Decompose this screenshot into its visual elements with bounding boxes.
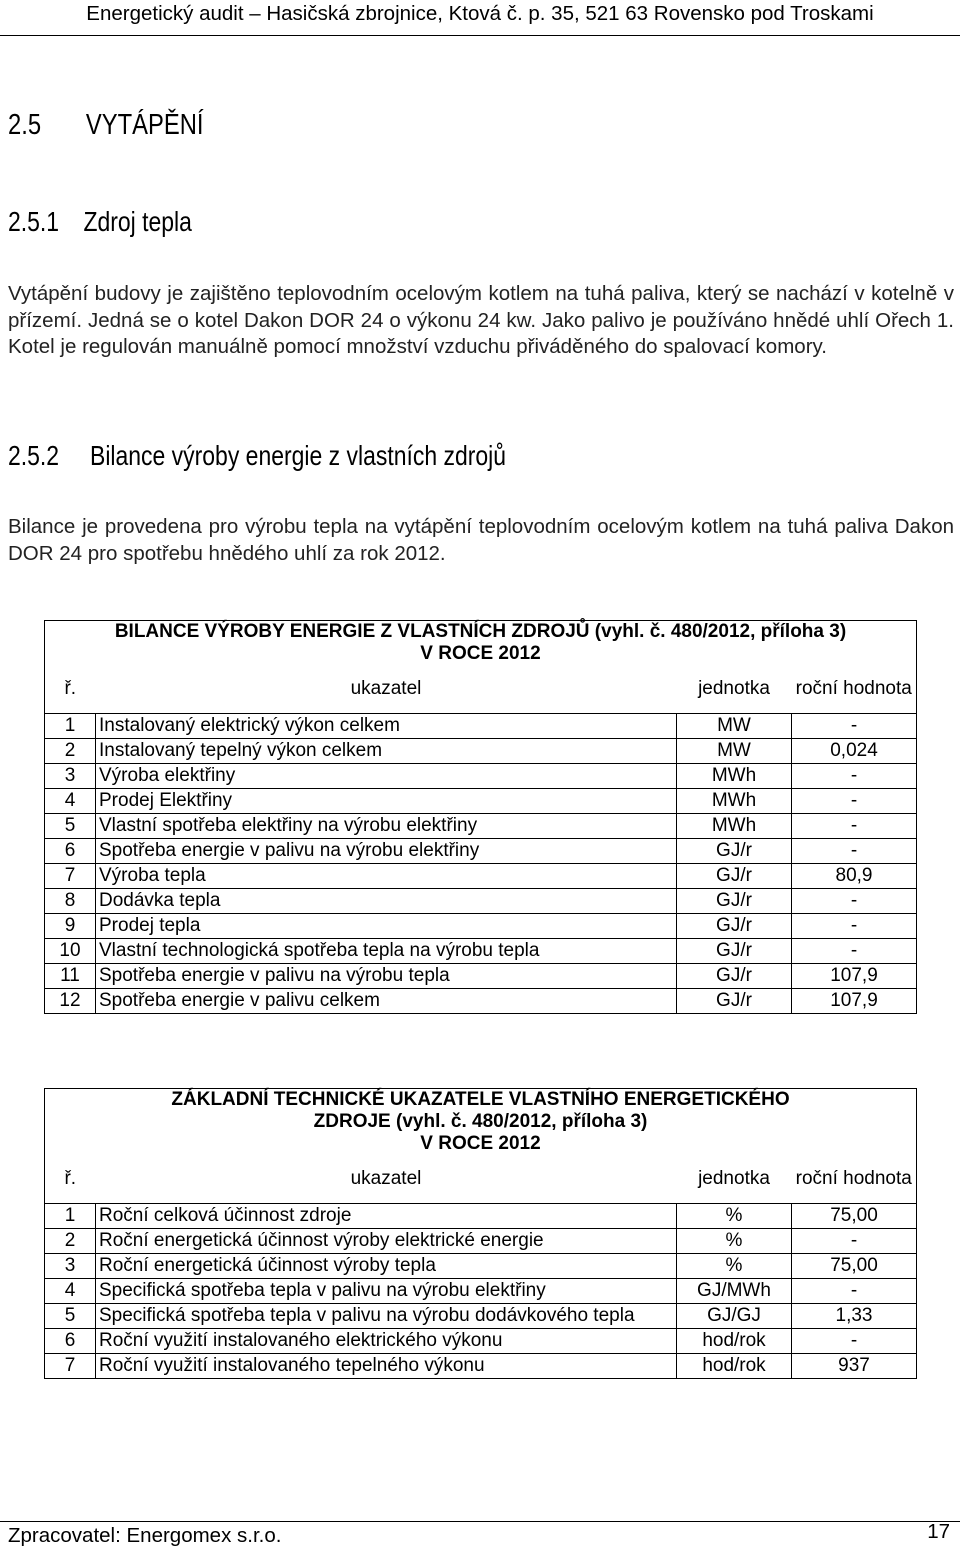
table-row — [45, 1229, 917, 1254]
table-row — [45, 739, 917, 764]
row-indicator: Specifická spotřeba tepla v palivu na výrobu dodávkového tepla — [96, 1304, 677, 1329]
header-unit: jednotka — [698, 1168, 770, 1189]
page-header: Energetický audit – Hasičská zbrojnice, Ktová č. p. 35, 521 63 Rovensko pod Troskami — [86, 2, 874, 25]
row-value: 80,9 — [792, 864, 917, 889]
row-indicator: Spotřeba energie v palivu na výrobu tepla — [96, 964, 677, 989]
header-value: roční hodnota — [792, 665, 917, 714]
row-unit: MW — [677, 714, 792, 739]
row-value: - — [792, 839, 917, 864]
table-header-row — [45, 665, 917, 714]
section-number: 2.5.2 — [8, 440, 60, 471]
row-value: - — [792, 814, 917, 839]
table-row — [45, 1304, 917, 1329]
table-row — [45, 914, 917, 939]
table-row — [45, 964, 917, 989]
header-value: roční hodnota — [792, 1155, 917, 1204]
row-indicator: Roční využití instalovaného tepelného výkonu — [96, 1354, 677, 1379]
row-number: 2 — [45, 739, 96, 764]
row-value: - — [792, 914, 917, 939]
row-value: - — [792, 1279, 917, 1304]
row-indicator: Spotřeba energie v palivu na výrobu elektřiny — [96, 839, 677, 864]
row-indicator: Roční energetická účinnost výroby elektrické energie — [96, 1229, 677, 1254]
row-indicator: Dodávka tepla — [96, 889, 677, 914]
row-indicator: Roční využití instalovaného elektrického výkonu — [96, 1329, 677, 1354]
table-row — [45, 714, 917, 739]
row-unit: GJ/r — [677, 939, 792, 964]
row-unit: GJ/GJ — [677, 1304, 792, 1329]
header-indicator: ukazatel — [350, 1168, 422, 1189]
table-row — [45, 764, 917, 789]
row-value: 75,00 — [792, 1204, 917, 1229]
row-unit: GJ/r — [677, 864, 792, 889]
table-row — [45, 1204, 917, 1229]
table-year: V ROCE 2012 — [45, 643, 917, 665]
row-unit: GJ/r — [677, 889, 792, 914]
row-unit: % — [677, 1229, 792, 1254]
table-row — [45, 789, 917, 814]
section-heading-2-5-2 — [8, 440, 506, 472]
row-unit: GJ/MWh — [677, 1279, 792, 1304]
row-value: - — [792, 764, 917, 789]
table-row — [45, 1354, 917, 1379]
table-row — [45, 989, 917, 1014]
section-number: 2.5.1 — [8, 206, 60, 237]
section-title: VYTÁPĚNÍ — [85, 109, 204, 141]
row-value: 0,024 — [792, 739, 917, 764]
row-number: 8 — [45, 889, 96, 914]
row-number: 6 — [45, 839, 96, 864]
row-value: 1,33 — [792, 1304, 917, 1329]
row-indicator: Specifická spotřeba tepla v palivu na výrobu elektřiny — [96, 1279, 677, 1304]
table-title-line-2: ZDROJE (vyhl. č. 480/2012, příloha 3) — [45, 1111, 917, 1133]
header-unit: jednotka — [698, 678, 770, 699]
row-unit: GJ/r — [677, 914, 792, 939]
row-number: 12 — [45, 989, 96, 1014]
energy-production-balance-table — [44, 620, 917, 1014]
row-indicator: Roční celková účinnost zdroje — [96, 1204, 677, 1229]
row-value: - — [792, 1229, 917, 1254]
row-number: 1 — [45, 714, 96, 739]
row-number: 3 — [45, 764, 96, 789]
row-unit: % — [677, 1254, 792, 1279]
row-unit: MWh — [677, 814, 792, 839]
row-number: 6 — [45, 1329, 96, 1354]
row-indicator: Prodej tepla — [96, 914, 677, 939]
row-number: 5 — [45, 814, 96, 839]
table-row — [45, 839, 917, 864]
row-number: 3 — [45, 1254, 96, 1279]
table-title-line-1: ZÁKLADNÍ TECHNICKÉ UKAZATELE VLASTNÍHO ENERGETICKÉHO — [45, 1089, 917, 1112]
row-number: 1 — [45, 1204, 96, 1229]
technical-indicators-table — [44, 1088, 917, 1379]
table-row — [45, 889, 917, 914]
section-number: 2.5 — [8, 109, 42, 141]
row-number: 7 — [45, 864, 96, 889]
row-indicator: Výroba elektřiny — [96, 764, 677, 789]
row-number: 4 — [45, 789, 96, 814]
row-indicator: Výroba tepla — [96, 864, 677, 889]
table-header-row — [45, 1155, 917, 1204]
row-number: 11 — [45, 964, 96, 989]
row-unit: % — [677, 1204, 792, 1229]
header-indicator: ukazatel — [350, 678, 422, 699]
table-row — [45, 814, 917, 839]
section-title: Bilance výroby energie z vlastních zdrojů — [90, 440, 507, 471]
row-unit: MW — [677, 739, 792, 764]
row-indicator: Vlastní technologická spotřeba tepla na výrobu tepla — [96, 939, 677, 964]
table-year: V ROCE 2012 — [45, 1133, 917, 1155]
row-unit: GJ/r — [677, 964, 792, 989]
heat-source-paragraph: Vytápění budovy je zajištěno teplovodním ocelovým kotlem na tuhá paliva, který se nachází v kotelně v přízemí. Jedná se o kotel Dakon DOR 24 o výkonu 24 kw. Jako palivo je používáno hnědé uhlí Ořech 1. Kotel je regulován manuálně pomocí množství vzduchu přiváděného do spalovací komory. — [8, 282, 954, 358]
row-number: 7 — [45, 1354, 96, 1379]
row-indicator: Vlastní spotřeba elektřiny na výrobu elektřiny — [96, 814, 677, 839]
row-value: 107,9 — [792, 989, 917, 1014]
row-number: 5 — [45, 1304, 96, 1329]
section-heading-2-5 — [8, 109, 204, 142]
table-row — [45, 864, 917, 889]
row-value: - — [792, 939, 917, 964]
table-row — [45, 1254, 917, 1279]
row-indicator: Instalovaný elektrický výkon celkem — [96, 714, 677, 739]
row-value: 937 — [792, 1354, 917, 1379]
row-value: - — [792, 714, 917, 739]
row-value: - — [792, 1329, 917, 1354]
row-value: - — [792, 789, 917, 814]
row-number: 2 — [45, 1229, 96, 1254]
row-unit: GJ/r — [677, 839, 792, 864]
section-heading-2-5-1 — [8, 206, 192, 238]
page-number: 17 — [927, 1520, 950, 1543]
row-indicator: Spotřeba energie v palivu celkem — [96, 989, 677, 1014]
header-no: ř. — [45, 665, 96, 714]
section-title: Zdroj tepla — [83, 206, 192, 237]
row-unit: GJ/r — [677, 989, 792, 1014]
footer-author: Zpracovatel: Energomex s.r.o. — [8, 1524, 282, 1547]
table-row — [45, 939, 917, 964]
row-unit: hod/rok — [677, 1354, 792, 1379]
row-indicator: Instalovaný tepelný výkon celkem — [96, 739, 677, 764]
row-number: 9 — [45, 914, 96, 939]
header-divider — [0, 35, 960, 36]
row-unit: MWh — [677, 789, 792, 814]
table-row — [45, 1279, 917, 1304]
balance-paragraph: Bilance je provedena pro výrobu tepla na vytápění teplovodním ocelovým kotlem na tuhá paliva Dakon DOR 24 pro spotřebu hnědého uhlí za rok 2012. — [8, 515, 954, 565]
row-value: 107,9 — [792, 964, 917, 989]
row-indicator: Roční energetická účinnost výroby tepla — [96, 1254, 677, 1279]
row-indicator: Prodej Elektřiny — [96, 789, 677, 814]
header-no: ř. — [45, 1155, 96, 1204]
table-title: BILANCE VÝROBY ENERGIE Z VLASTNÍCH ZDROJŮ (vyhl. č. 480/2012, příloha 3) — [45, 621, 917, 644]
row-unit: hod/rok — [677, 1329, 792, 1354]
table-row — [45, 1329, 917, 1354]
footer-divider — [0, 1521, 960, 1522]
row-value: 75,00 — [792, 1254, 917, 1279]
row-value: - — [792, 889, 917, 914]
row-unit: MWh — [677, 764, 792, 789]
row-number: 4 — [45, 1279, 96, 1304]
row-number: 10 — [45, 939, 96, 964]
